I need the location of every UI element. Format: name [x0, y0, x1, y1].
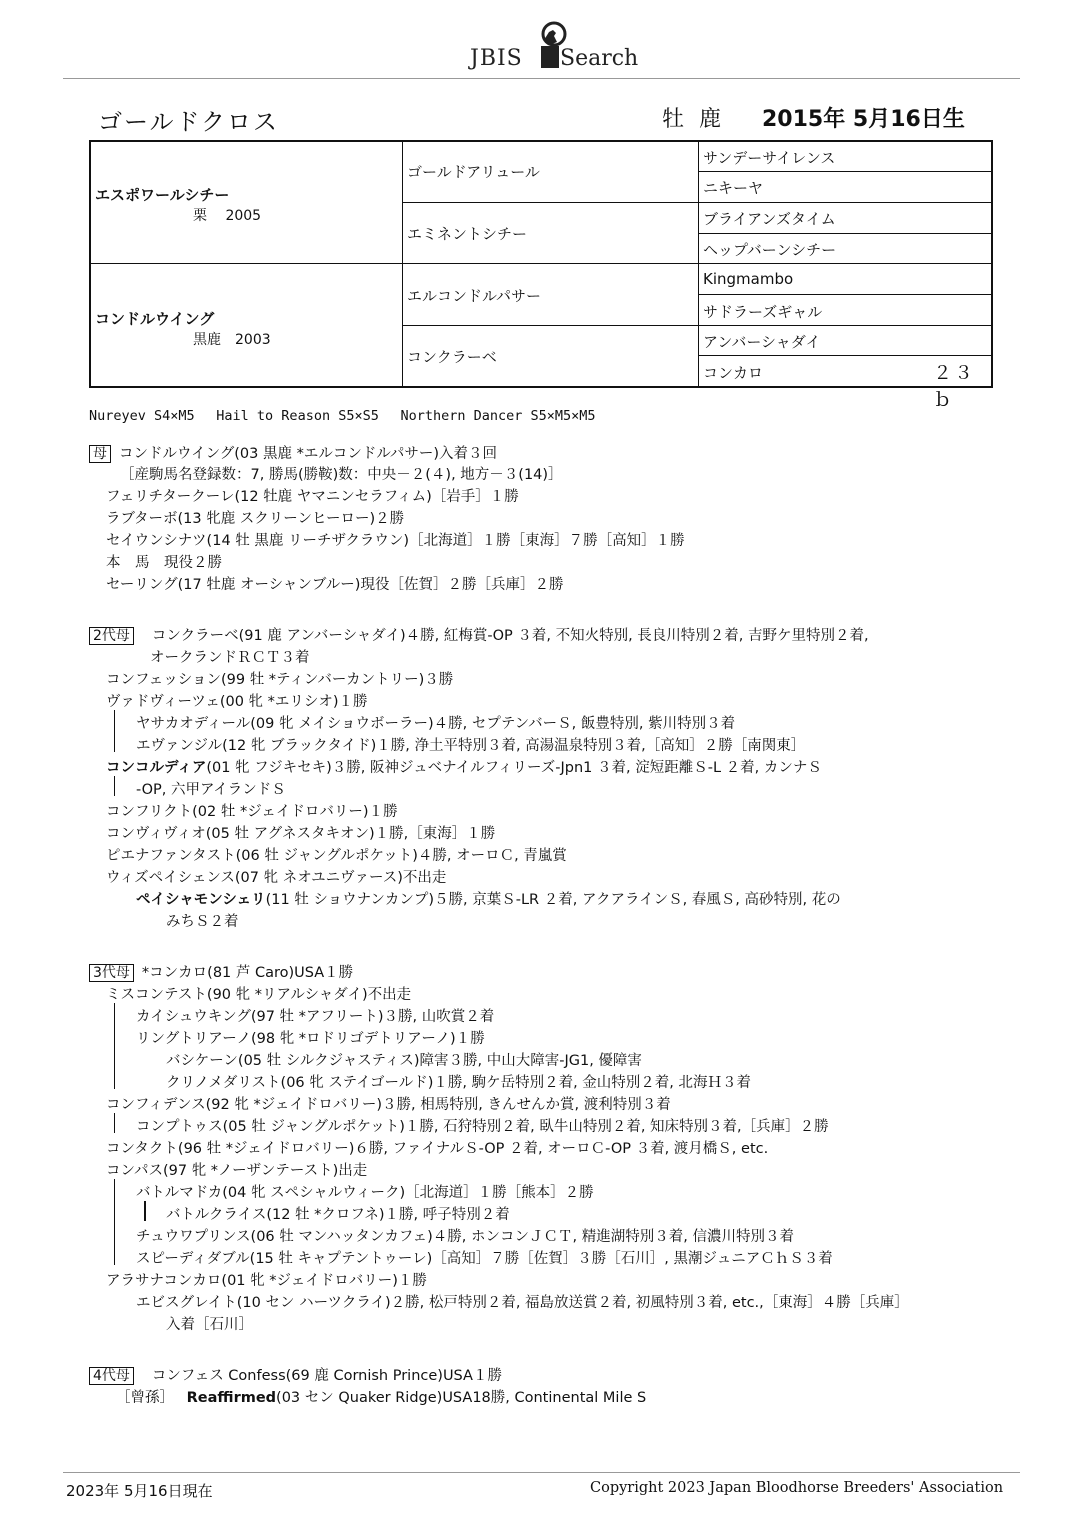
pedigree-ss[interactable]: ゴールドアリュール: [407, 163, 540, 181]
gen-label-2: 2代母: [89, 627, 134, 645]
logo-text-search: Search: [560, 46, 639, 71]
list-item[interactable]: カイシュウキング(97 牡 *アフリート)３勝, 山吹賞２着: [136, 1009, 495, 1025]
pedigree-dds[interactable]: アンバーシャダイ: [703, 333, 821, 351]
horse-name: ゴールドクロス: [98, 108, 280, 136]
bold-horse-name[interactable]: コンコルディア: [106, 760, 207, 776]
list-item[interactable]: ヴァドヴィーツェ(00 牝 *エリシオ)１勝: [106, 694, 368, 710]
gen2-dam[interactable]: コンクラーベ(91 鹿 アンバーシャダイ)４勝, 紅梅賞-OP ３着, 不知火特別, 長良川特別２着, 吉野ケ里特別２着,: [151, 628, 869, 644]
birth-date: 2015年 5月16日生: [762, 107, 965, 132]
list-item[interactable]: コンフィデンス(92 牝 *ジェイドロバリー)３勝, 相馬特別, きんせんか賞, 渡利特別３着: [106, 1097, 671, 1113]
gen3-section-line: [89, 961, 353, 982]
sex-color: 牡 鹿: [662, 107, 725, 132]
pedigree-ssd[interactable]: ニキーヤ: [703, 179, 764, 197]
pedigree-sd[interactable]: エミネントシチー: [407, 225, 528, 243]
pedigree-ddd[interactable]: コンカロ: [703, 364, 764, 382]
jbis-search-logo[interactable]: [470, 18, 640, 74]
list-item[interactable]: ピエナファンタスト(06 牡 ジャングルポケット)４勝, オーロＣ, 青嵐賞: [106, 848, 567, 864]
gen-label-dam: 母: [89, 445, 111, 463]
list-item[interactable]: スピーディダブル(15 牡 キャプテントゥーレ)［高知］７勝［佐賀］３勝［石川］, 黒潮ジュニアＣｈＳ３着: [136, 1251, 833, 1267]
family-number: ２３ｂ: [933, 362, 976, 411]
pedigree-table: [89, 140, 993, 411]
gen4-section-line: [89, 1364, 502, 1385]
list-item[interactable]: ［曾孫］ Reaffirmed(03 セン Quaker Ridge)USA18勝, Continental Mile S: [116, 1390, 647, 1406]
list-item[interactable]: エビスグレイト(10 セン ハーツクライ)２勝, 松戸特別２着, 福島放送賞２着, 初風特別３着, etc.,［東海］４勝［兵庫］: [136, 1295, 909, 1311]
list-item[interactable]: バトルクライス(12 牡 *クロフネ)１勝, 呼子特別２着: [166, 1207, 510, 1223]
list-item[interactable]: コンコルディア(01 牝 フジキセキ)３勝, 阪神ジュベナイルフィリーズ-Jpn1 ３着, 淀短距離Ｓ-L ２着, カンナＳ: [106, 760, 822, 776]
list-item[interactable]: バトルマドカ(04 牝 スペシャルウィーク)［北海道］１勝［熊本］２勝: [136, 1185, 594, 1201]
footer-copyright: Copyright 2023 Japan Bloodhorse Breeders' Association: [590, 1480, 1004, 1496]
pedigree-dd[interactable]: コンクラーベ: [407, 348, 497, 366]
gen-label-3: 3代母: [89, 964, 134, 982]
list-item: 入着［石川］: [166, 1317, 253, 1333]
footer-rule: [63, 1472, 1020, 1473]
list-item[interactable]: チュウワプリンス(06 牡 マンハッタンカフェ)４勝, ホンコンＪＣＴ, 精進湖特別３着, 信濃川特別３着: [136, 1229, 794, 1245]
list-item: みちＳ２着: [166, 914, 239, 930]
inbreeding: Nureyev S4×M5 Hail to Reason S5×S5 Northern Dancer S5×M5×M5: [89, 408, 596, 424]
bold-horse-name[interactable]: Reaffirmed: [186, 1390, 277, 1406]
tree-bar: [114, 1179, 115, 1265]
pedigree-sdd[interactable]: ヘップバーンシチー: [703, 241, 837, 259]
list-item[interactable]: ラブターボ(13 牝鹿 スクリーンヒーロー)２勝: [106, 511, 405, 527]
list-item[interactable]: セイウンシナツ(14 牡 黒鹿 リーチザクラウン)［北海道］１勝［東海］７勝［高知］１勝: [106, 533, 685, 549]
list-item[interactable]: ミスコンテスト(90 牝 *リアルシャダイ)不出走: [106, 987, 412, 1003]
dam-info: 黒鹿 2003: [193, 332, 271, 348]
list-item[interactable]: ペイシャモンシェリ(11 牡 ショウナンカンプ)５勝, 京葉Ｓ-LR ２着, アクアラインＳ, 春風Ｓ, 高砂特別, 花の: [136, 892, 841, 908]
list-item[interactable]: ヤサカオディール(09 牝 メイショウボーラー)４勝, セプテンバーＳ, 飯豊特別, 紫川特別３着: [136, 716, 736, 732]
dam-section-line: [89, 442, 497, 463]
list-item[interactable]: エヴァンジル(12 牝 ブラックタイド)１勝, 浄土平特別３着, 高湯温泉特別３着,［高知］２勝［南関東］: [136, 738, 806, 754]
produce-stats: ［産駒馬名登録数：7, 勝馬(勝鞍)数：中央－２(４), 地方－３(14)］: [120, 467, 563, 483]
list-item[interactable]: コンフェッション(99 牡 *ティンバーカントリー)３勝: [106, 672, 454, 688]
gen2-section-line: [89, 624, 869, 645]
sire-info: 栗 2005: [193, 208, 262, 224]
list-item: -OP, 六甲アイランドＳ: [136, 782, 286, 798]
list-item[interactable]: バシケーン(05 牡 シルクジャスティス)障害３勝, 中山大障害-JG1, 優障害: [166, 1053, 642, 1069]
tree-bar: [114, 1113, 115, 1133]
list-item[interactable]: アラサナコンカロ(01 牝 *ジェイドロバリー)１勝: [106, 1273, 427, 1289]
tree-bar: [114, 776, 115, 796]
gen4-dam[interactable]: コンフェス Confess(69 鹿 Cornish Prince)USA１勝: [151, 1368, 502, 1384]
list-item[interactable]: フェリチタークーレ(12 牡鹿 ヤマニンセラフィム)［岩手］１勝: [106, 489, 519, 505]
gen3-dam[interactable]: *コンカロ(81 芦 Caro)USA１勝: [141, 965, 354, 981]
gen-label-4: 4代母: [89, 1367, 134, 1385]
dam-name[interactable]: コンドルウイング: [95, 310, 215, 328]
great-grandchild-label: ［曾孫］: [116, 1390, 174, 1406]
footer-date: 2023年 5月16日現在: [66, 1482, 213, 1500]
list-item[interactable]: コンプトゥス(05 牡 ジャングルポケット)１勝, 石狩特別２着, 臥牛山特別２着, 知床特別３着,［兵庫］２勝: [136, 1119, 829, 1135]
list-item[interactable]: リングトリアーノ(98 牝 *ロドリゴデトリアーノ)１勝: [136, 1031, 485, 1047]
dam-cell[interactable]: [95, 308, 271, 349]
header-rule: [63, 78, 1020, 79]
list-item[interactable]: セーリング(17 牡鹿 オーシャンブルー)現役［佐賀］２勝［兵庫］２勝: [106, 577, 564, 593]
list-item: 本 馬 現役２勝: [106, 555, 222, 571]
tree-bar: [144, 1201, 146, 1221]
list-item[interactable]: ウィズペイシェンス(07 牝 ネオユニヴァース)不出走: [106, 870, 447, 886]
pedigree-ds[interactable]: エルコンドルパサー: [407, 287, 541, 305]
list-item[interactable]: コンパス(97 牝 *ノーザンテースト)出走: [106, 1163, 368, 1179]
tree-bar: [114, 1003, 115, 1089]
dam-summary[interactable]: コンドルウイング(03 黒鹿 *エルコンドルパサー)入着３回: [119, 446, 497, 462]
pedigree-dss[interactable]: Kingmambo: [703, 270, 794, 288]
list-item[interactable]: コンフリクト(02 牡 *ジェイドロバリー)１勝: [106, 804, 398, 820]
list-item[interactable]: コンタクト(96 牡 *ジェイドロバリー)６勝, ファイナルＳ-OP ２着, オーロＣ-OP ３着, 渡月橋Ｓ, etc.: [106, 1141, 769, 1157]
list-item: オークランドＲＣＴ３着: [150, 650, 310, 666]
list-item[interactable]: クリノメダリスト(06 牝 ステイゴールド)１勝, 駒ケ岳特別２着, 金山特別２着, 北海Ｈ３着: [166, 1075, 752, 1091]
logo-text-jbis: JBIS: [470, 46, 523, 71]
list-item[interactable]: コンヴィヴィオ(05 牡 アグネスタキオン)１勝,［東海］１勝: [106, 826, 496, 842]
pedigree-dsd[interactable]: サドラーズギャル: [703, 303, 823, 321]
sire-name[interactable]: エスポワールシチー: [95, 186, 230, 204]
pedigree-sss[interactable]: サンデーサイレンス: [703, 149, 836, 167]
tree-bar: [114, 710, 115, 752]
bold-horse-name[interactable]: ペイシャモンシェリ: [136, 892, 266, 908]
pedigree-sds[interactable]: ブライアンズタイム: [703, 210, 836, 228]
sire-cell[interactable]: [95, 184, 261, 225]
